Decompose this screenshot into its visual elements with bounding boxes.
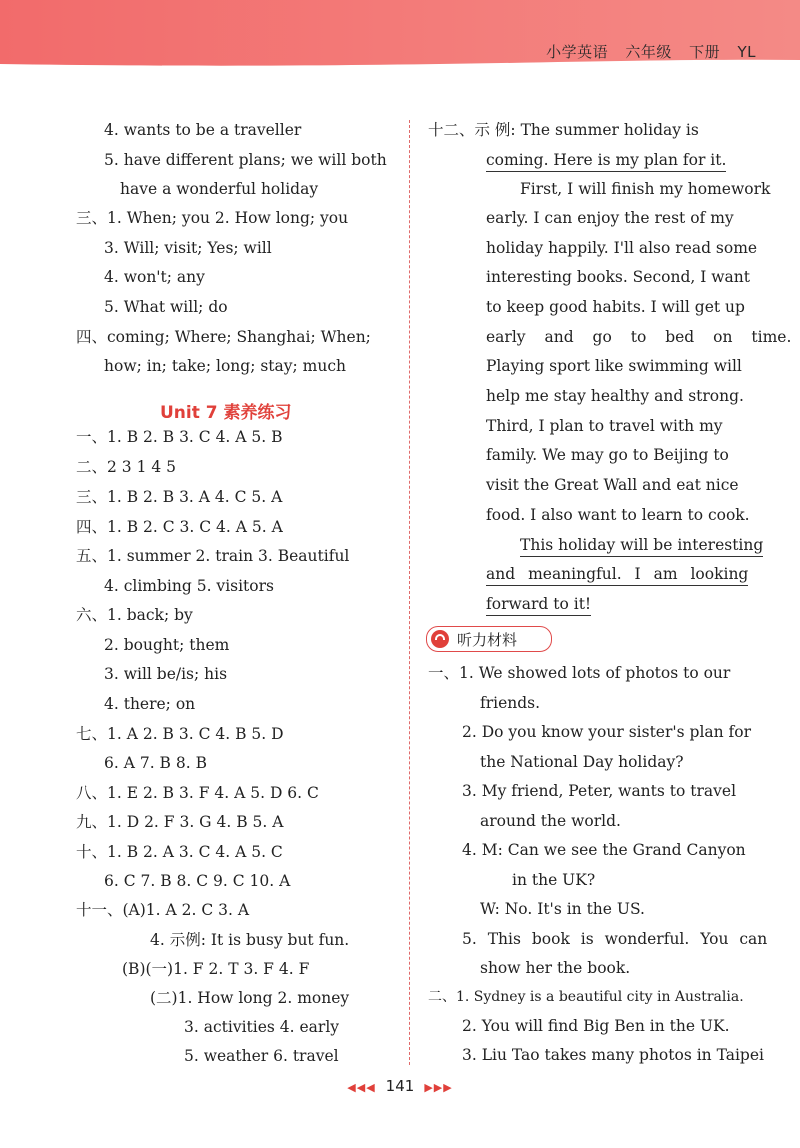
answer-line: 4. there; on	[104, 695, 196, 713]
essay-line: coming. Here is my plan for it.	[486, 150, 726, 172]
answer-line: (二)1. How long 2. money	[150, 989, 350, 1007]
answer-line: 3. Will; visit; Yes; will	[104, 239, 272, 257]
transcript-line: around the world.	[480, 812, 621, 830]
essay-line: to keep good habits. I will get up	[486, 298, 745, 316]
transcript-line: the National Day holiday?	[480, 753, 684, 771]
essay-line: food. I also want to learn to cook.	[486, 506, 750, 524]
answer-line: 一、1. B 2. B 3. C 4. A 5. B	[76, 428, 283, 446]
transcript-line: 3. Liu Tao takes many photos in Taipei	[462, 1046, 764, 1064]
transcript-line: W: No. It's in the US.	[480, 900, 645, 918]
answer-line: 四、coming; Where; Shanghai; When;	[76, 328, 371, 346]
essay-line: visit the Great Wall and eat nice	[486, 476, 739, 494]
transcript-line: 3. My friend, Peter, wants to travel	[462, 782, 737, 800]
essay-line: and meaningful. I am looking	[486, 564, 748, 586]
unit-title: Unit 7 素养练习	[160, 403, 292, 423]
answer-line: how; in; take; long; stay; much	[104, 357, 347, 375]
answer-line: 二、2 3 1 4 5	[76, 458, 177, 476]
answer-line: 七、1. A 2. B 3. C 4. B 5. D	[76, 725, 284, 743]
answer-line: 6. A 7. B 8. B	[104, 754, 207, 772]
answer-line: 4. wants to be a traveller	[104, 121, 302, 139]
page-footer	[0, 1077, 800, 1095]
page-header	[0, 0, 800, 72]
transcript-line: show her the book.	[480, 959, 631, 977]
answer-line: 2. bought; them	[104, 636, 230, 654]
essay-line: family. We may go to Beijing to	[486, 446, 729, 464]
transcript-line: 4. M: Can we see the Grand Canyon	[462, 841, 746, 859]
essay-line: Third, I plan to travel with my	[486, 417, 723, 435]
answer-line: 四、1. B 2. C 3. C 4. A 5. A	[76, 518, 283, 536]
essay-line: early and go to bed on time.	[486, 328, 792, 346]
answer-line: 十一、(A)1. A 2. C 3. A	[76, 901, 250, 919]
header-subject: 小学英语	[546, 43, 609, 61]
answer-line: 5. have different plans; we will both	[104, 151, 387, 169]
essay-line-text: 十二、示 例: The summer holiday is	[428, 121, 699, 139]
answer-line: 4. won't; any	[104, 268, 205, 286]
answer-line: 4. climbing 5. visitors	[104, 577, 274, 595]
header-edition: YL	[737, 43, 756, 61]
answer-line: 5. weather 6. travel	[184, 1047, 339, 1065]
header-grade: 六年级	[625, 43, 672, 61]
essay-line: early. I can enjoy the rest of my	[486, 209, 734, 227]
transcript-line: 5. This book is wonderful. You can	[462, 930, 768, 948]
answer-line: 5. What will; do	[104, 298, 228, 316]
essay-line	[428, 120, 699, 140]
answer-line: 三、1. When; you 2. How long; you	[76, 209, 349, 227]
essay-line: holiday happily. I'll also read some	[486, 239, 758, 257]
transcript-line: friends.	[480, 694, 541, 712]
right-arrows-icon: ▶▶▶	[424, 1081, 453, 1094]
transcript-line: in the UK?	[512, 871, 596, 889]
answer-line: 十、1. B 2. A 3. C 4. A 5. C	[76, 843, 283, 861]
answer-line: 八、1. E 2. B 3. F 4. A 5. D 6. C	[76, 784, 319, 802]
answer-line: have a wonderful holiday	[120, 180, 319, 198]
transcript-line: 一、1. We showed lots of photos to our	[428, 664, 731, 682]
listening-materials-label: 听力材料	[457, 631, 518, 649]
page-number: 141	[385, 1077, 415, 1095]
answer-line: 4. 示例: It is busy but fun.	[150, 931, 350, 949]
essay-line: This holiday will be interesting	[520, 535, 763, 557]
header-info	[534, 41, 756, 62]
essay-line: help me stay healthy and strong.	[486, 387, 744, 405]
answer-line: 三、1. B 2. B 3. A 4. C 5. A	[76, 488, 283, 506]
headphones-icon	[431, 630, 449, 648]
essay-line: Playing sport like swimming will	[486, 357, 742, 375]
left-arrows-icon: ◀◀◀	[347, 1081, 376, 1094]
listening-materials-badge	[426, 626, 552, 652]
transcript-line: 二、1. Sydney is a beautiful city in Australia.	[428, 989, 744, 1005]
column-divider	[409, 120, 410, 1065]
essay-line: interesting books. Second, I want	[486, 268, 751, 286]
answer-line: 九、1. D 2. F 3. G 4. B 5. A	[76, 813, 284, 831]
header-term: 下册	[689, 43, 721, 61]
essay-line: First, I will finish my homework	[520, 180, 771, 198]
essay-line: forward to it!	[486, 594, 591, 616]
answer-line: 3. activities 4. early	[184, 1018, 340, 1036]
answer-line: 3. will be/is; his	[104, 665, 228, 683]
transcript-line: 2. Do you know your sister's plan for	[462, 723, 752, 741]
answer-line: 六、1. back; by	[76, 606, 193, 624]
answer-line: (B)(一)1. F 2. T 3. F 4. F	[122, 960, 310, 978]
transcript-line: 2. You will find Big Ben in the UK.	[462, 1017, 730, 1035]
answer-line: 6. C 7. B 8. C 9. C 10. A	[104, 872, 291, 890]
answer-line: 五、1. summer 2. train 3. Beautiful	[76, 547, 350, 565]
